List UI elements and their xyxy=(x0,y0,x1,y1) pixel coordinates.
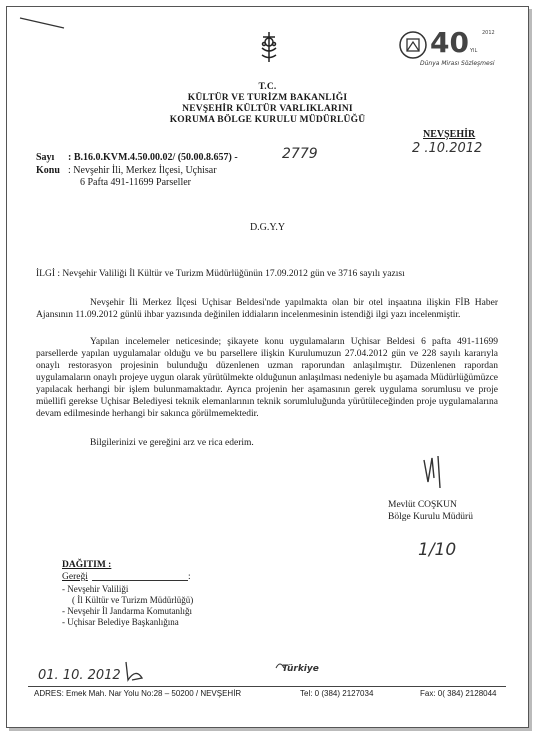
pen-stroke-mark xyxy=(18,14,68,32)
ministry-emblem-icon xyxy=(258,30,280,64)
header-directorate-1: NEVŞEHİR KÜLTÜR VARLIKLARINI xyxy=(182,104,353,114)
signature-handwritten-note: 1/10 xyxy=(418,540,457,560)
body-paragraph-1: Nevşehir İli Merkez İlçesi Uçhisar Beldesi'nde yapılmakta olan bir otel inşaatına ilişkin FİB Haber Ajansının 11.09.2012 günlü ihbar yazısında değinilen iddiaların incelenmesinin istendiği ilgi yazı incelenmiştir. xyxy=(36,298,498,320)
turkiye-brand-logo: Türkiye xyxy=(282,664,319,674)
footer-handwritten-date: 01. 10. 2012 xyxy=(38,668,121,683)
header-ministry: KÜLTÜR VE TURİZM BAKANLIĞI xyxy=(187,93,348,103)
header-directorate-2: KORUMA BÖLGE KURULU MÜDÜRLÜĞÜ xyxy=(169,115,366,125)
footer-divider xyxy=(28,686,506,687)
body-paragraph-3: Bilgilerinizi ve gereğini arz ve rica ederim. xyxy=(90,438,254,448)
signatory-name: Mevlüt COŞKUN xyxy=(388,500,457,510)
sayi-value: : B.16.0.KVM.4.50.00.02/ (50.00.8.657) - xyxy=(68,152,238,163)
footer-address: ADRES: Emek Mah. Nar Yolu No:28 – 50200 / NEVŞEHİR xyxy=(34,689,242,698)
distribution-underline xyxy=(92,580,188,581)
handwritten-date: 2 .10.2012 xyxy=(412,141,483,156)
sayi-handwritten-number: 2779 xyxy=(282,146,318,162)
distribution-gereği: Gereği xyxy=(62,572,88,582)
addressee: D.G.Y.Y xyxy=(249,222,286,233)
heritage-logo-year: 2012 xyxy=(482,30,495,36)
heritage-logo-yil: YIL xyxy=(470,48,478,54)
distribution-item: - Uçhisar Belediye Başkanlığına xyxy=(62,617,179,627)
world-heritage-emblem-icon xyxy=(398,30,428,60)
heritage-logo-number: 40 xyxy=(430,26,469,59)
header-tc: T.C. xyxy=(258,82,277,92)
place-name: NEVŞEHİR xyxy=(423,129,476,140)
konu-label: Konu xyxy=(36,165,60,176)
sayi-label: Sayı xyxy=(36,152,55,163)
footer-handwritten-mark xyxy=(122,660,146,684)
distribution-item: - Nevşehir İl Jandarma Komutanlığı xyxy=(62,606,192,616)
distribution-item: ( İl Kültür ve Turizm Müdürlüğü) xyxy=(72,595,194,605)
signatory-title: Bölge Kurulu Müdürü xyxy=(388,512,473,522)
ilgi-reference: İLGİ : Nevşehir Valiliği İl Kültür ve Turizm Müdürlüğünün 17.09.2012 gün ve 3716 sayılı yazısı xyxy=(36,269,405,279)
turkiye-tulip-icon xyxy=(274,660,286,670)
footer-fax: Fax: 0( 384) 2128044 xyxy=(420,689,497,698)
distribution-title: DAĞITIM : xyxy=(62,560,112,570)
konu-line-1: : Nevşehir İli, Merkez İlçesi, Uçhisar xyxy=(68,165,217,176)
konu-line-2: 6 Pafta 491-11699 Parseller xyxy=(80,177,191,188)
body-paragraph-2: Yapılan incelemeler neticesinde; şikayete konu uygulamaların Uçhisar Beldesi 6 pafta 491-11699 parsellerde yapılan uygulamalar olduğu ve bu parsellere ilişkin Kurulumuzun 27.04.2012 gün ve 228 sayılı kararıyla onaylı restorasyon projesinin bulunduğu düzenlenen uzman raporundan anlaşılmıştır. Düzenlenen rapordan uygulamaların onaylı projeye uygun olarak yürütülmekte olduğunun anlaşılması nedeniyle bu aşamada Müdürlüğümüzce yapılacak herhangi bir işlem bulunmamaktadır. Ayrıca projenin her aşamasının gerek uygulama sorumlusu ve proje müellifi gerekse Uçhisar Belediyesi teknik elemanlarının teknik sorumluluğunda yürütüleceğinden proje uygulamalarına devam edilmesinde herhangi bir sakınca görülmemektedir. xyxy=(36,337,498,419)
signature-scribble xyxy=(418,452,448,492)
world-heritage-logo xyxy=(398,28,510,74)
footer-tel: Tel: 0 (384) 2127034 xyxy=(300,689,374,698)
heritage-logo-caption: Dünya Mirası Sözleşmesi xyxy=(420,60,495,67)
distribution-item: - Nevşehir Valiliği xyxy=(62,584,129,594)
distribution-gereği-colon: : xyxy=(188,572,191,582)
